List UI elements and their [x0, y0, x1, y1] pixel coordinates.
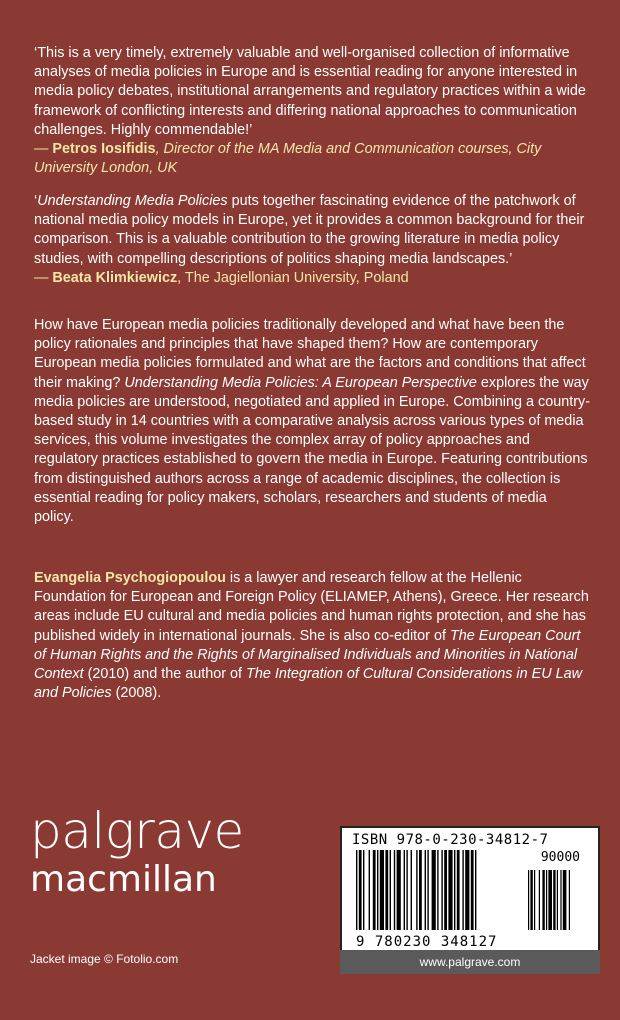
barcode-bar — [454, 850, 455, 930]
barcode-bar — [471, 850, 474, 930]
barcode-bar — [363, 850, 364, 930]
jacket-credit: Jacket image © Fotolio.com — [30, 952, 179, 966]
barcode-bar — [404, 850, 405, 930]
publisher-url[interactable]: www.palgrave.com — [340, 950, 600, 974]
barcode-bar — [390, 850, 391, 930]
barcode-bar — [397, 850, 401, 930]
quote2-name: Beata Klimkiewicz — [52, 269, 178, 286]
quote1-text: ‘This is a very timely, extremely valuable and well-organised collection of informative analyses of media policies in Europe and is essential reading for anyone interested in media policy debates, institutional arrangements and regulatory practices within a wide framework of conflicting interests and differing national approaches to communication challenges. Highly commendable!’ — [34, 45, 586, 138]
barcode-bar — [432, 850, 436, 930]
quote1-dash: — — [34, 141, 53, 158]
barcode-bar — [427, 850, 428, 930]
quote2-text: puts together fascinating evidence of the patchwork of national media policy models in Europe, yet it provides a common background for their comparison. This is a valuable contribution to the growing literature in media policy studies, with compelling descriptions of politics shaping media landscapes.’ — [34, 193, 585, 267]
addon-bar — [548, 870, 552, 930]
quote1-attribution — [34, 141, 541, 176]
barcode-addon: 90000 — [540, 850, 580, 865]
barcode-bar — [419, 850, 422, 930]
quote2-open: ‘ — [34, 193, 38, 209]
barcode-bar — [441, 850, 442, 930]
barcode-bar — [406, 850, 407, 930]
isbn-label: ISBN 978-0-230-34812-7 — [352, 832, 549, 848]
author-bio — [34, 569, 590, 703]
addon-bar — [539, 870, 540, 930]
publisher-logo — [30, 802, 244, 900]
quote1-affiliation: , Director of the MA Media and Communication courses, City University London, UK — [34, 141, 542, 177]
book-description — [34, 316, 590, 527]
barcode-bar — [369, 850, 370, 930]
blurb-title: Understanding Media Policies: A European Perspective — [124, 374, 477, 391]
addon-bar — [528, 870, 529, 930]
addon-bar — [563, 870, 567, 930]
barcode-bar — [411, 850, 412, 930]
barcode-bar — [457, 850, 460, 930]
logo-line2: macmillan — [30, 859, 217, 900]
barcode-bar — [385, 850, 388, 930]
addon-bar — [569, 870, 570, 930]
addon-bar — [546, 870, 547, 930]
bio-title1: The European Court of Human Rights and the Rights of Marginalised Individuals and Minorities in National Context — [34, 627, 581, 683]
quote2-title: Understanding Media Policies — [37, 193, 228, 209]
quote2-dash: — — [34, 269, 53, 286]
addon-bar — [530, 870, 532, 930]
barcode-digits: 9 780230 348127 — [356, 934, 498, 950]
bio-part3: (2008). — [111, 685, 162, 702]
blurb-part2: explores the way media policies are understood, negotiated and applied in Europe. Combining a country-based study in 14 countries with a comparative analysis across various types of media services, this volume investigates the complex array of policy approaches and regulatory practices established to govern the media in Europe. Featuring contributions from distinguished authors across a range of academic disciplines, the collection is essential reading for policy makers, scholars, researchers and students of media policy. — [34, 374, 590, 526]
barcode-bar — [380, 850, 384, 930]
barcode-bar — [359, 850, 362, 930]
barcode-bar — [462, 850, 463, 930]
author-name: Evangelia Psychogiopoulou — [34, 570, 226, 586]
barcode-bar — [448, 850, 452, 930]
barcode-bar — [475, 850, 476, 930]
barcode-bar — [416, 850, 417, 930]
addon-bar — [560, 870, 561, 930]
barcode-bar — [394, 850, 395, 930]
quote-klimkiewicz — [34, 192, 590, 288]
barcode-bar — [437, 850, 438, 930]
isbn-barcode — [340, 826, 600, 958]
barcode-bar — [465, 850, 469, 930]
bio-part1: is a lawyer and research fellow at the Hellenic Foundation for European and Foreign Policy (ELIAMEP, Athens), Greece. Her research areas include EU cultural and media policies and human rights protection, and she has published widely in international journals. She is also co-editor of — [34, 570, 589, 644]
barcode-bar — [377, 850, 378, 930]
bio-part2: (2010) and the author of — [83, 666, 247, 683]
quote2-affiliation: , The Jagiellonian University, Poland — [177, 269, 409, 286]
barcode-bar — [356, 850, 357, 930]
addon-bar — [553, 870, 555, 930]
quote-iosifidis — [34, 44, 590, 178]
addon-bar — [557, 870, 558, 930]
barcode-bar — [444, 850, 447, 930]
barcode-bar — [425, 850, 426, 930]
barcode-bar — [373, 850, 376, 930]
logo-line1: palgrave — [30, 802, 244, 860]
addon-bar — [542, 870, 544, 930]
bio-title2: The Integration of Cultural Considerations in EU Law and Policies — [34, 666, 582, 702]
quote2-attribution — [34, 270, 409, 286]
quote1-name: Petros Iosifidis — [52, 141, 156, 158]
addon-bar — [534, 870, 535, 930]
blurb-part1: How have European media policies traditionally developed and what have been the policy rationales and principles that have shaped them? How are contemporary European media policies formulated and what are the factors and conditions that affect their making? — [34, 317, 586, 391]
